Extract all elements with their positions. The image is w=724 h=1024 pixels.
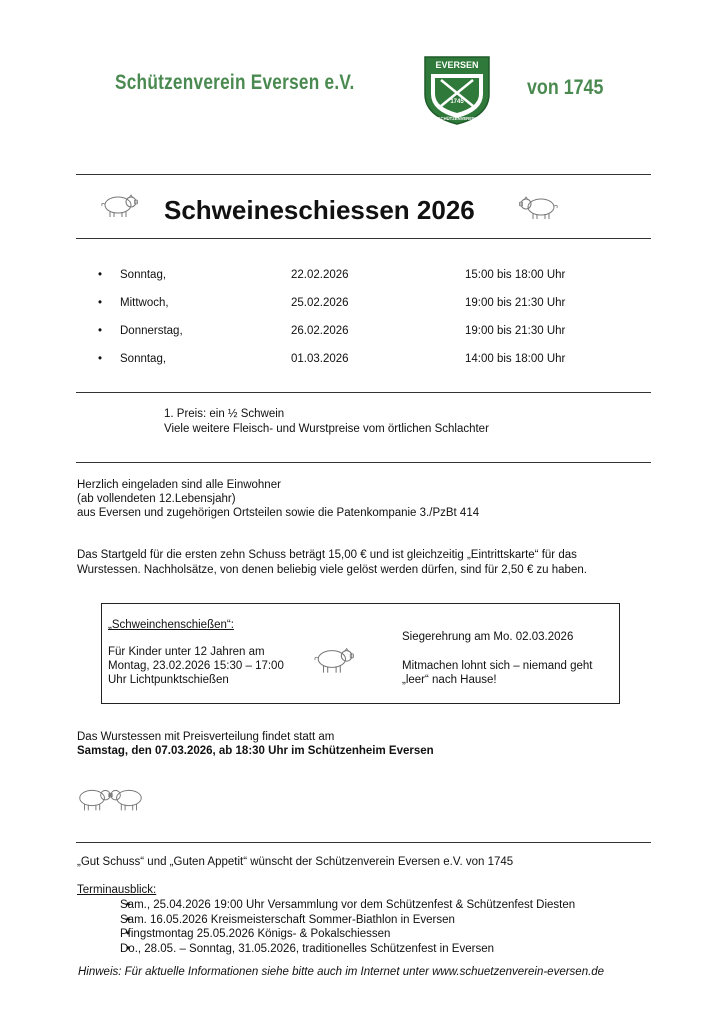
date-day: Sonntag, [120, 269, 167, 281]
bullet: • [98, 297, 103, 309]
pig-icon [518, 192, 560, 222]
kids-heading: „Schweinchenschießen“: [108, 619, 234, 631]
logo-top-text: EVERSEN [435, 60, 479, 70]
divider [76, 392, 651, 393]
fee-text: Wurstessen. Nachholsätze, von denen beliebig viele gelöst werden dürfen, sind für 2,50 € zu haben. [77, 564, 587, 576]
ceremony-text: Siegerehrung am Mo. 02.03.2026 [402, 631, 574, 643]
logo-ring-text: SCHÜTZENVEREIN [437, 116, 477, 121]
kids-text: Montag, 23.02.2026 15:30 – 17:00 [108, 660, 284, 672]
greeting: „Gut Schuss“ und „Guten Appetit“ wünscht der Schützenverein Eversen e.V. von 1745 [77, 856, 514, 868]
date-time: 14:00 bis 18:00 Uhr [465, 353, 566, 365]
date-value: 01.03.2026 [291, 353, 349, 365]
kids-text: Uhr Lichtpunktschießen [108, 674, 229, 686]
more-prizes: Viele weitere Fleisch- und Wurstpreise vom örtlichen Schlachter [164, 423, 489, 435]
date-value: 26.02.2026 [291, 325, 349, 337]
list-item: • Pfingstmontag 25.05.2026 Königs- & Pokalschiessen [120, 927, 575, 942]
list-item: • Do., 28.05. – Sonntag, 31.05.2026, traditionelles Schützenfest in Eversen [120, 942, 575, 957]
invite-line: Herzlich eingeladen sind alle Einwohner [77, 479, 281, 491]
kids-text: Für Kinder unter 12 Jahren am [108, 646, 265, 658]
outlook-list [96, 898, 575, 956]
list-item: • Sam. 16.05.2026 Kreismeisterschaft Sommer-Biathlon in Eversen [120, 913, 575, 928]
outlook-heading: Terminausblick: [77, 884, 157, 896]
club-logo [421, 54, 493, 126]
date-time: 15:00 bis 18:00 Uhr [465, 269, 566, 281]
divider [76, 238, 651, 239]
date-time: 19:00 bis 21:30 Uhr [465, 297, 566, 309]
date-time: 19:00 bis 21:30 Uhr [465, 325, 566, 337]
fee-text: Das Startgeld für die ersten zehn Schuss beträgt 15,00 € und ist gleichzeitig „Eintrittskarte“ für das [77, 549, 577, 561]
club-name: Schützenverein Eversen e.V. [115, 71, 355, 94]
divider [76, 462, 651, 463]
list-item: • Sam., 25.04.2026 19:00 Uhr Versammlung vor dem Schützenfest & Schützenfest Diesten [120, 898, 575, 913]
pig-icon [313, 643, 355, 675]
date-value: 25.02.2026 [291, 297, 349, 309]
bullet: • [98, 353, 103, 365]
dinner-date: Samstag, den 07.03.2026, ab 18:30 Uhr im Schützenheim Eversen [77, 745, 434, 757]
invite-line: aus Eversen und zugehörigen Ortsteilen sowie die Patenkompanie 3./PzBt 414 [77, 507, 480, 519]
dinner-text: Das Wurstessen mit Preisverteilung findet statt am [77, 731, 335, 743]
first-prize: 1. Preis: ein ½ Schwein [164, 408, 285, 420]
logo-year: 1745 [450, 99, 464, 105]
slogan-text: Mitmachen lohnt sich – niemand geht [402, 660, 593, 672]
date-day: Mittwoch, [120, 297, 169, 309]
divider [76, 174, 651, 175]
bullet: • [98, 269, 103, 281]
bullet: • [98, 325, 103, 337]
date-value: 22.02.2026 [291, 269, 349, 281]
invite-line: (ab vollendeten 12.Lebensjahr) [77, 493, 236, 505]
divider [76, 842, 651, 843]
page-title: Schweineschiessen 2026 [164, 195, 475, 225]
pig-icon [108, 783, 146, 813]
club-since: von 1745 [527, 76, 604, 99]
date-day: Sonntag, [120, 353, 167, 365]
date-day: Donnerstag, [120, 325, 183, 337]
slogan-text: „leer“ nach Hause! [402, 674, 497, 686]
website-hint: Hinweis: Für aktuelle Informationen siehe bitte auch im Internet unter www.schuetzenverein-eversen.de [78, 966, 605, 978]
pig-icon [98, 190, 138, 220]
